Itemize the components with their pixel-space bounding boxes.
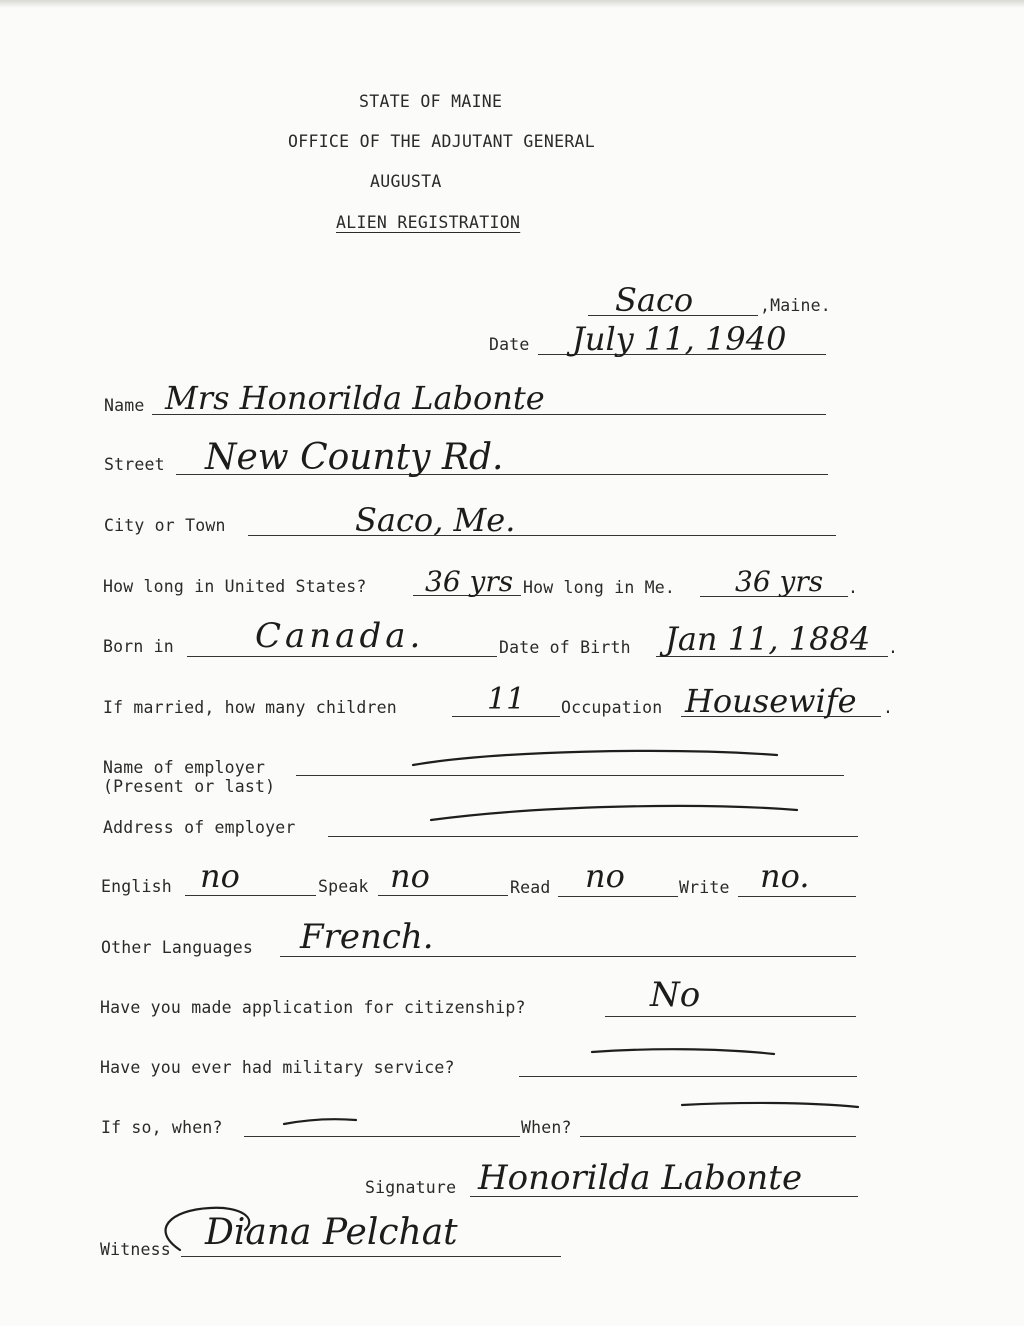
signature-value: Honorilda Labonte <box>478 1158 803 1198</box>
header-office: OFFICE OF THE ADJUTANT GENERAL <box>288 132 596 151</box>
how-long-us-value: 36 yrs <box>425 565 514 598</box>
date-of-birth-value: Jan 11, 1884 <box>665 620 871 658</box>
speak-label: Speak <box>318 877 369 896</box>
how-long-me-suffix: . <box>848 578 859 597</box>
citizenship-label: Have you made application for citizenship? <box>100 998 526 1017</box>
city-town-label: City or Town <box>104 516 226 535</box>
occupation-label: Occupation <box>561 698 663 717</box>
place-suffix: ,Maine. <box>760 296 831 315</box>
if-so-label: If so, when? <box>101 1118 223 1137</box>
military-label: Have you ever had military service? <box>100 1058 455 1077</box>
military-dash-mark <box>588 1042 778 1062</box>
citizenship-value: No <box>650 975 701 1015</box>
witness-label: Witness <box>100 1240 171 1259</box>
street-value: New County Rd. <box>205 437 504 478</box>
signature-label: Signature <box>365 1178 457 1197</box>
paper-edge <box>0 0 1024 8</box>
other-languages-value: French. <box>300 917 434 957</box>
place-value: Saco <box>615 281 694 319</box>
military-line <box>519 1076 857 1077</box>
header-city: AUGUSTA <box>370 172 442 191</box>
english-label: English <box>101 877 172 896</box>
occupation-value: Housewife <box>685 682 857 720</box>
city-town-value: Saco, Me. <box>355 501 516 539</box>
occupation-suffix: . <box>883 698 894 717</box>
other-languages-label: Other Languages <box>101 938 254 957</box>
city-town-line <box>248 535 836 536</box>
children-label: If married, how many children <box>103 698 397 717</box>
header-state: STATE OF MAINE <box>359 92 503 111</box>
read-line <box>558 896 678 897</box>
date-label: Date <box>489 335 530 354</box>
when-line <box>580 1136 856 1137</box>
born-in-line <box>187 656 497 657</box>
english-value: no <box>200 857 240 895</box>
write-value: no. <box>760 857 810 895</box>
form-title: ALIEN REGISTRATION <box>336 213 521 232</box>
speak-line <box>378 895 508 896</box>
name-label: Name <box>104 396 145 415</box>
name-value: Mrs Honorilda Labonte <box>165 379 545 417</box>
read-label: Read <box>510 878 551 897</box>
how-long-us-label: How long in United States? <box>103 577 367 596</box>
born-in-label: Born in <box>103 637 174 656</box>
employer-name-sublabel: (Present or last) <box>103 777 276 796</box>
employer-address-dash-mark <box>425 800 805 830</box>
how-long-me-label: How long in Me. <box>523 578 676 597</box>
street-label: Street <box>104 455 165 474</box>
date-of-birth-label: Date of Birth <box>499 638 631 657</box>
if-so-line <box>244 1136 520 1137</box>
when-label: When? <box>521 1118 572 1137</box>
witness-value: Diana Pelchat <box>205 1212 458 1253</box>
born-in-value: Canada. <box>255 616 425 656</box>
if-so-dash-mark <box>280 1112 360 1130</box>
citizenship-line <box>605 1016 856 1017</box>
read-value: no <box>585 857 625 895</box>
date-value: July 11, 1940 <box>572 320 787 358</box>
employer-address-line <box>328 836 858 837</box>
employer-name-label: Name of employer <box>103 758 266 777</box>
witness-line <box>181 1256 561 1257</box>
how-long-me-value: 36 yrs <box>735 565 824 598</box>
write-line <box>738 896 856 897</box>
employer-name-dash-mark <box>405 745 785 775</box>
english-line <box>185 895 316 896</box>
when-dash-mark <box>678 1095 863 1113</box>
speak-value: no <box>390 857 430 895</box>
employer-name-line <box>296 775 844 776</box>
date-of-birth-suffix: . <box>888 638 899 657</box>
children-value: 11 <box>487 682 526 717</box>
write-label: Write <box>679 878 730 897</box>
employer-address-label: Address of employer <box>103 818 296 837</box>
